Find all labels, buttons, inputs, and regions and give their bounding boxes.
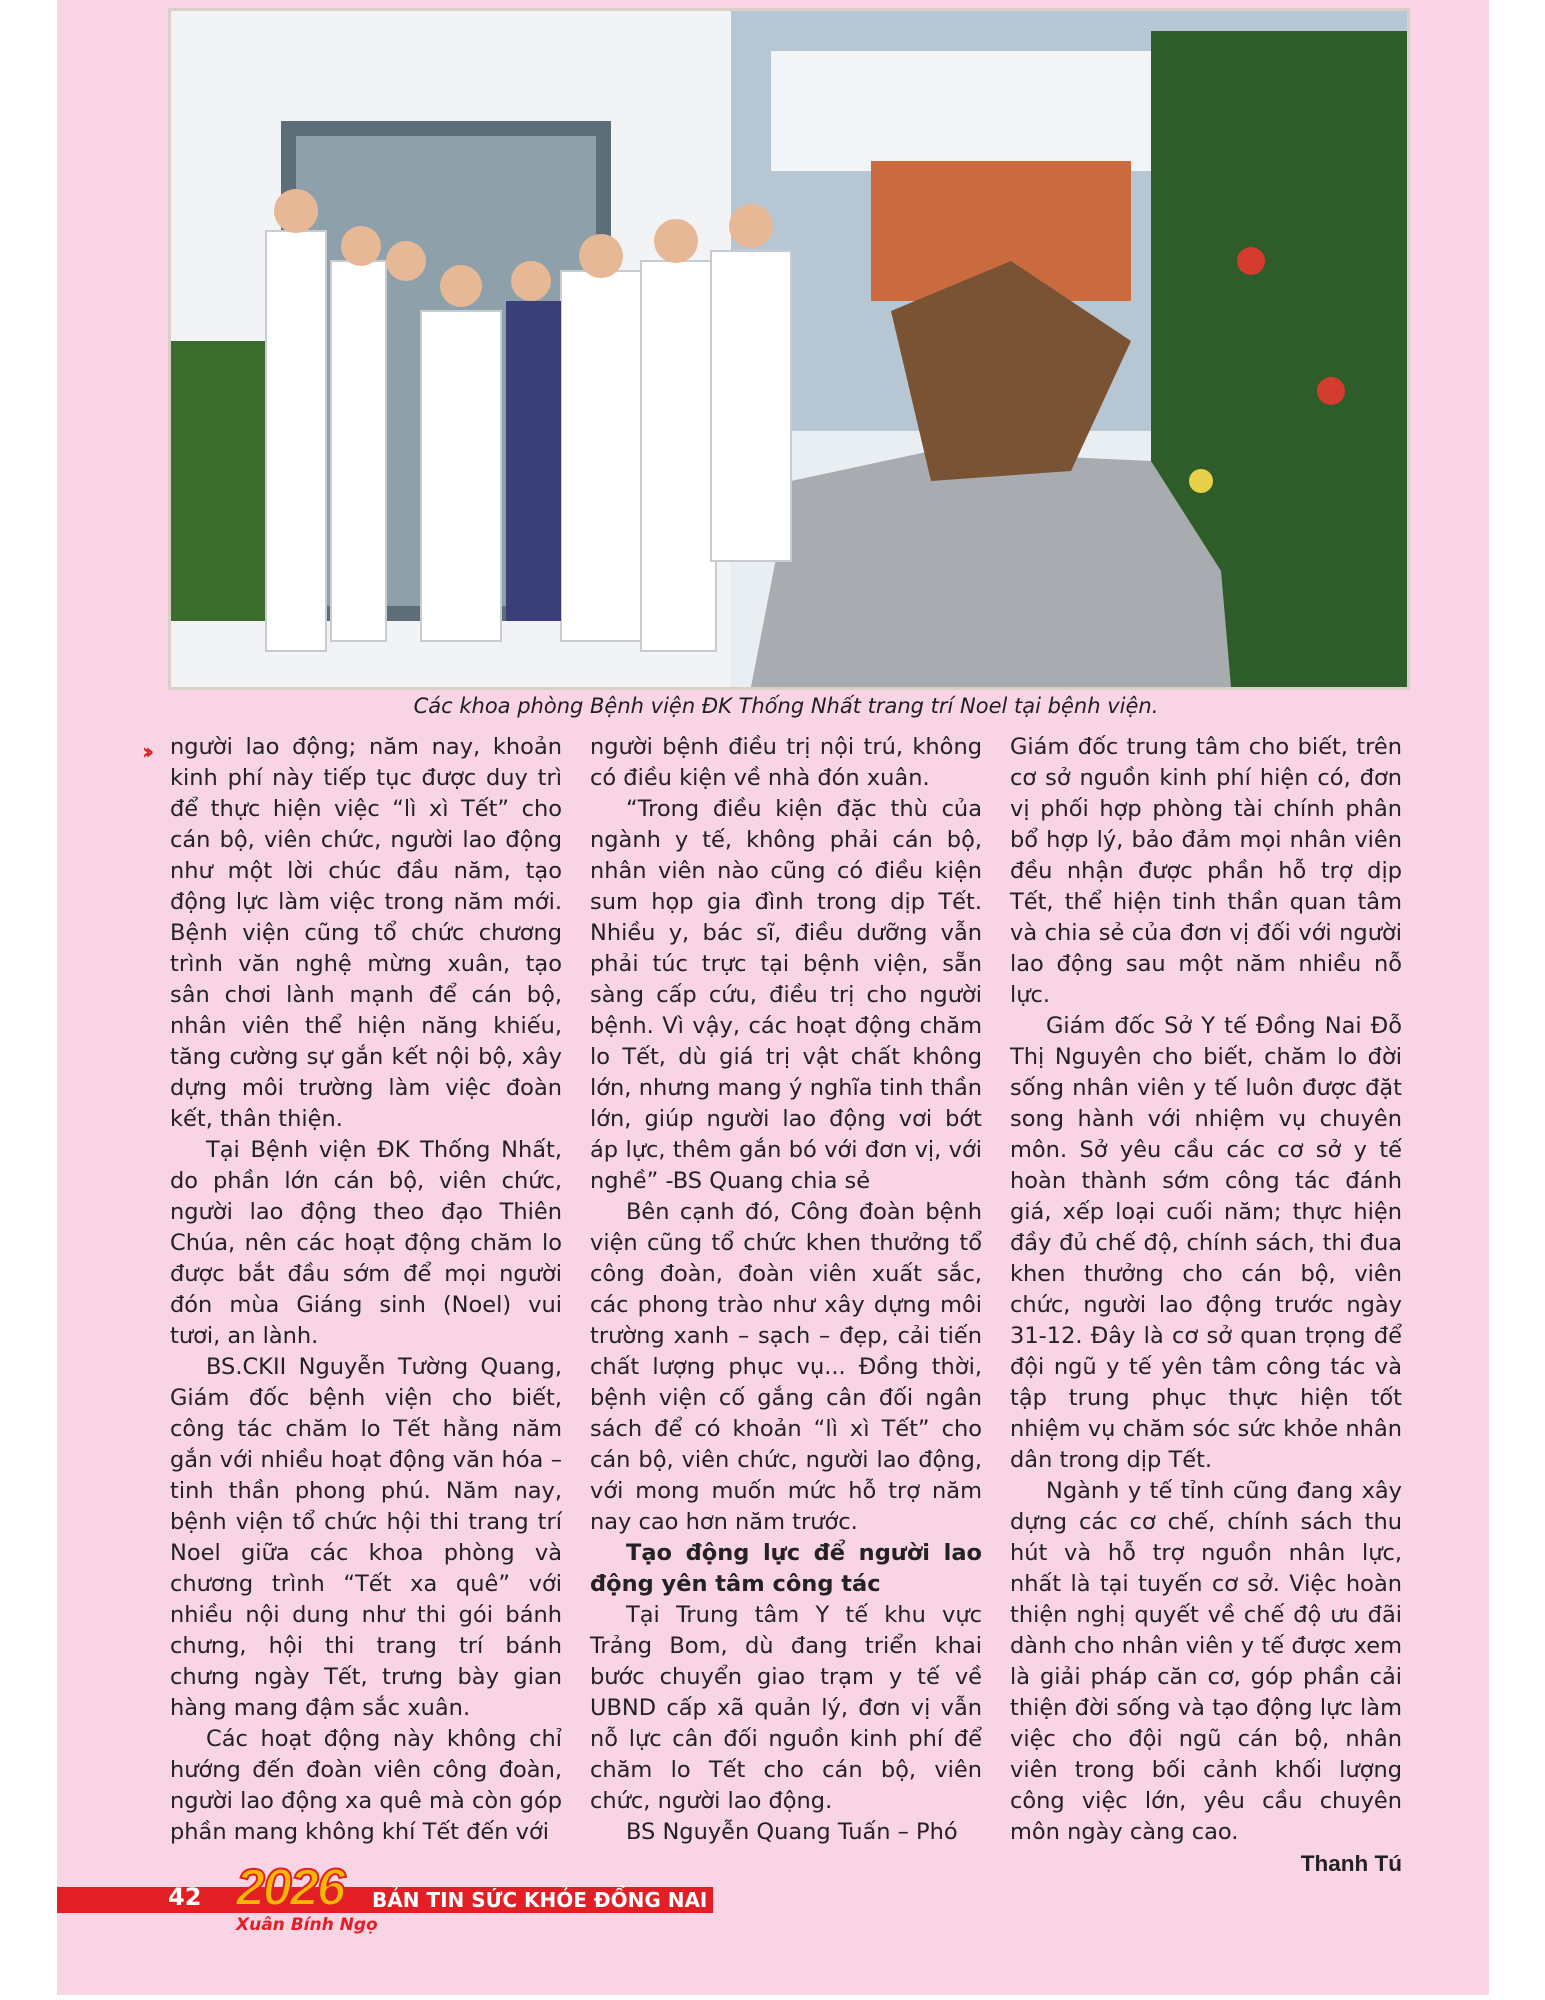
paragraph: Tại Trung tâm Y tế khu vực Trảng Bom, dù đang triển khai bước chuyển giao trạm y tế về UBND cấp xã quản lý, đơn vị vẫn nỗ lực cân đối nguồn kinh phí để chăm lo Tết cho cán bộ, viên chức, người lao động. [590,1602,982,1814]
paragraph: Tại Bệnh viện ĐK Thống Nhất, do phần lớn cán bộ, viên chức, người lao động theo đạo Thiên Chúa, nên các hoạt động chăm lo được bắt đầu sớm để mọi người đón mùa Giáng sinh (Noel) vui tươi, an lành. [170,1137,562,1349]
article-photo [168,8,1410,690]
continuation-arrow-icon: ›› [142,740,149,765]
paragraph: Ngành y tế tỉnh cũng đang xây dựng các cơ chế, chính sách thu hút và hỗ trợ nguồn nhân lực, nhất là tại tuyến cơ sở. Việc hoàn thiện nghị quyết về chế độ ưu đãi dành cho nhân viên y tế được xem là giải pháp căn cơ, góp phần cải thiện đời sống và tạo động lực làm việc cho đội ngũ cán bộ, nhân viên trong bối cảnh khối lượng công việc lớn, yêu cầu chuyên môn ngày càng cao. [1010,1478,1402,1845]
paragraph: BS.CKII Nguyễn Tường Quang, Giám đốc bệnh viện cho biết, công tác chăm lo Tết hằng năm gắn với nhiều hoạt động văn hóa – tinh thần phong phú. Năm nay, bệnh viện tổ chức hội thi trang trí Noel giữa các khoa phòng và chương trình “Tết xa quê” với nhiều nội dung như thi gói bánh chưng, hội thi trang trí bánh chưng ngày Tết, trưng bày gian hàng mang đậm sắc xuân. [170,1354,562,1721]
bulletin-title: BẢN TIN SỨC KHỎE ĐỒNG NAI [372,1888,708,1912]
year-logo-subtitle: Xuân Bính Ngọ [236,1915,378,1935]
article-column-2 [590,732,982,1845]
year-logo: 2026 [236,1859,344,1917]
article-column-1 [170,732,562,1845]
page-number: 42 [168,1883,202,1911]
paragraph: người lao động; năm nay, khoản kinh phí này tiếp tục được duy trì để thực hiện việc “lì xì Tết” cho cán bộ, viên chức, người lao động như một lời chúc đầu năm, tạo động lực làm việc trong năm mới. Bệnh viện cũng tổ chức chương trình văn nghệ mừng xuân, tạo sân chơi lành mạnh để cán bộ, nhân viên thể hiện năng khiếu, tăng cường sự gắn kết nội bộ, xây dựng môi trường làm việc đoàn kết, thân thiện. [170,734,562,1132]
article-column-3 [1010,732,1402,1876]
paragraph: “Trong điều kiện đặc thù của ngành y tế, không phải cán bộ, nhân viên nào cũng có điều kiện sum họp gia đình trong dịp Tết. Nhiều y, bác sĩ, điều dưỡng vẫn phải túc trực tại bệnh viện, sẵn sàng cấp cứu, điều trị cho người bệnh. Vì vậy, các hoạt động chăm lo Tết, dù giá trị vật chất không lớn, nhưng mang ý nghĩa tinh thần lớn, giúp người lao động vơi bớt áp lực, thêm gắn bó với đơn vị, với nghề” -BS Quang chia sẻ [590,796,982,1194]
paragraph: người bệnh điều trị nội trú, không có điều kiện về nhà đón xuân. [590,734,982,791]
paragraph: Giám đốc Sở Y tế Đồng Nai Đỗ Thị Nguyên cho biết, chăm lo đời sống nhân viên y tế luôn được đặt song hành với nhiệm vụ chuyên môn. Sở yêu cầu các cơ sở y tế hoàn thành sớm công tác đánh giá, xếp loại cuối năm; thực hiện đầy đủ chế độ, chính sách, thi đua khen thưởng cho cán bộ, viên chức, người lao động trước ngày 31-12. Đây là cơ sở quan trọng để đội ngũ y tế yên tâm công tác và tập trung phục thực hiện tốt nhiệm vụ chăm sóc sức khỏe nhân dân trong dịp Tết. [1010,1013,1402,1473]
article-author: Thanh Tú [1300,1851,1402,1876]
paragraph: BS Nguyễn Quang Tuấn – Phó [626,1819,958,1845]
photo-caption: Các khoa phòng Bệnh viện ĐK Thống Nhất trang trí Noel tại bệnh viện. [413,694,1159,718]
hospital-staff-photo-icon [171,11,1407,687]
paragraph: Các hoạt động này không chỉ hướng đến đoàn viên công đoàn, người lao động xa quê mà còn góp phần mang không khí Tết đến với [170,1726,562,1845]
section-subheading: Tạo động lực để người lao động yên tâm công tác [590,1540,982,1597]
paragraph: Bên cạnh đó, Công đoàn bệnh viện cũng tổ chức khen thưởng tổ công đoàn, đoàn viên xuất sắc, các phong trào như xây dựng môi trường xanh – sạch – đẹp, cải tiến chất lượng phục vụ... Đồng thời, bệnh viện cố gắng cân đối ngân sách để có khoản “lì xì Tết” cho cán bộ, viên chức, người lao động, với mong muốn mức hỗ trợ năm nay cao hơn năm trước. [590,1199,982,1535]
paragraph: Giám đốc trung tâm cho biết, trên cơ sở nguồn kinh phí hiện có, đơn vị phối hợp phòng tài chính phân bổ hợp lý, bảo đảm mọi nhân viên đều nhận được phần hỗ trợ dịp Tết, thể hiện tinh thần quan tâm và chia sẻ của đơn vị đối với người lao động sau một năm nhiều nỗ lực. [1010,734,1402,1008]
